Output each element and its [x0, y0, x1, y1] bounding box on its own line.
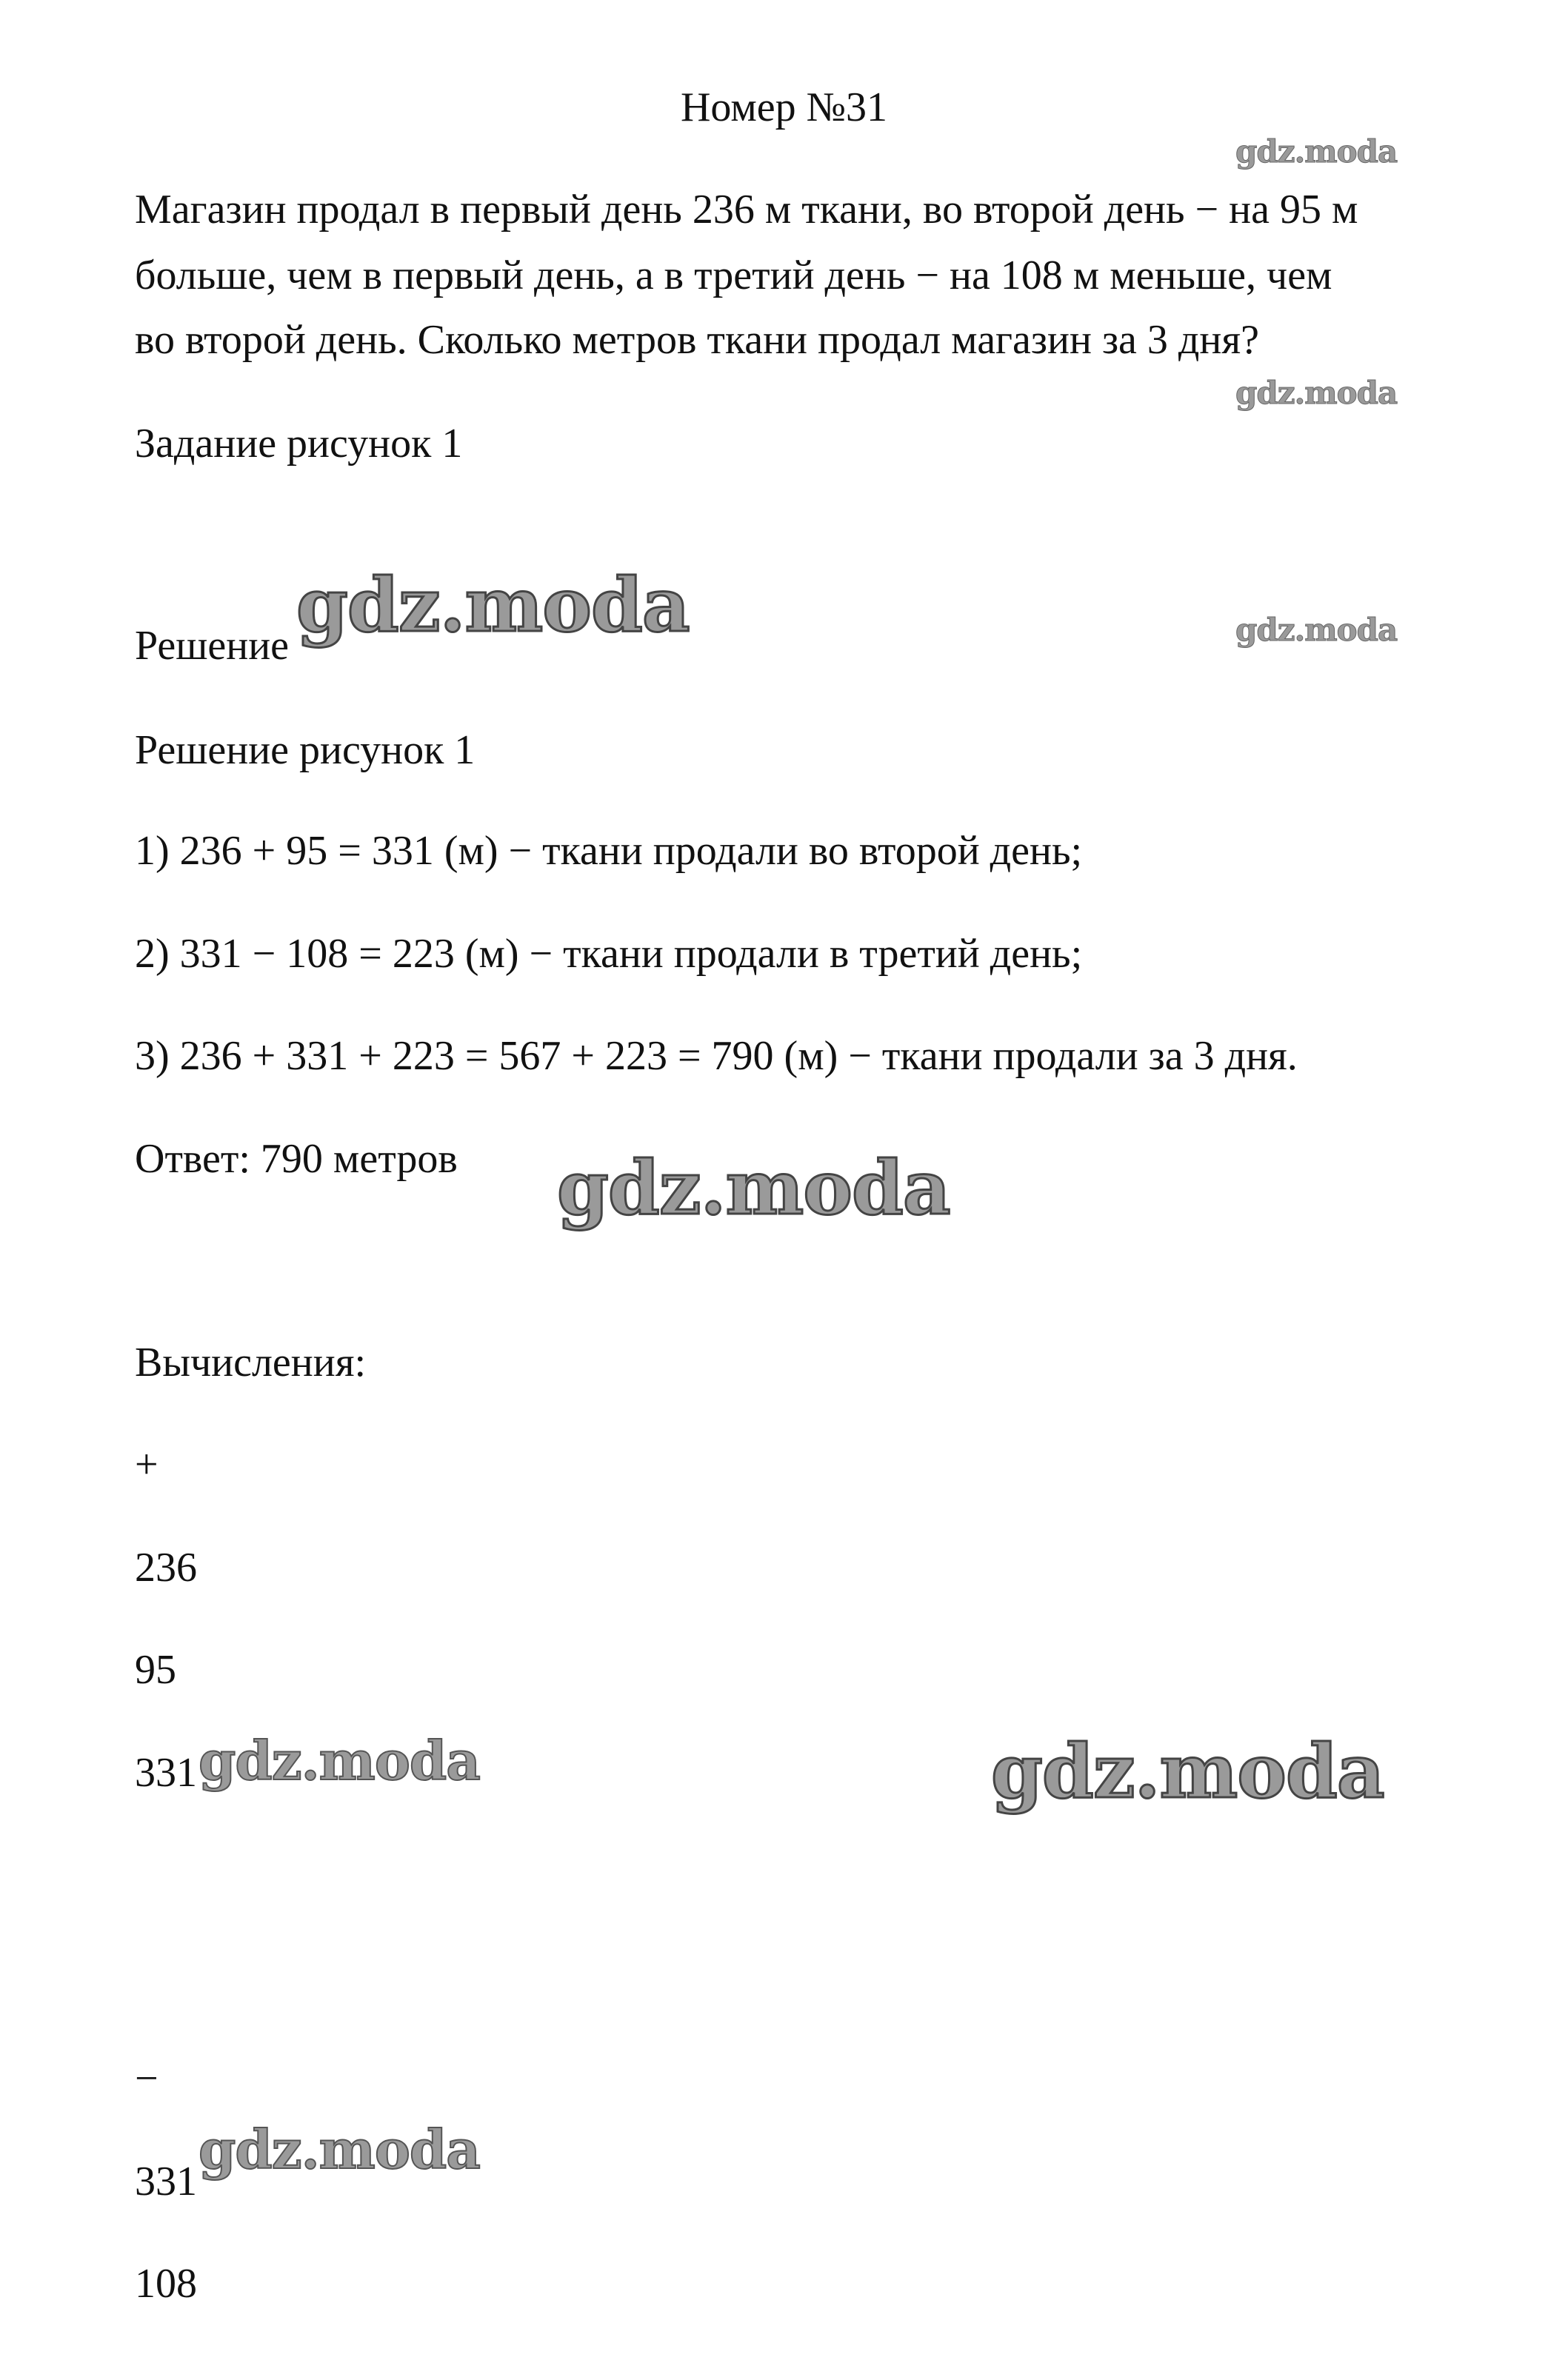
calc-sub-operator: −: [135, 2056, 159, 2102]
problem-line: Магазин продал в первый день 236 м ткани, во второй день − на 95 м: [135, 187, 1358, 233]
problem-line: больше, чем в первый день, а в третий день − на 108 м меньше, чем: [135, 253, 1332, 298]
calc-add-a: 236: [135, 1545, 197, 1591]
solution-step: 2) 331 − 108 = 223 (м) − ткани продали в третий день;: [135, 931, 1083, 977]
page-title: Номер №31: [680, 84, 888, 130]
solution-heading: Решение: [135, 623, 290, 669]
watermark: gdz.moda: [991, 1728, 1384, 1815]
watermark: gdz.moda: [557, 1144, 950, 1231]
answer: Ответ: 790 метров: [135, 1136, 458, 1182]
calc-add-b: 95: [135, 1647, 176, 1693]
solution-step: 1) 236 + 95 = 331 (м) − ткани продали во второй день;: [135, 828, 1083, 874]
task-figure-label: Задание рисунок 1: [135, 421, 463, 467]
watermark: gdz.moda: [1235, 133, 1398, 170]
solution-step: 3) 236 + 331 + 223 = 567 + 223 = 790 (м) − ткани продали за 3 дня.: [135, 1033, 1298, 1079]
watermark: gdz.moda: [198, 1729, 480, 1792]
watermark: gdz.moda: [198, 2118, 480, 2181]
calc-add-operator: +: [135, 1442, 159, 1488]
calc-sub-b: 108: [135, 2261, 197, 2307]
watermark: gdz.moda: [296, 561, 690, 649]
problem-line: во второй день. Сколько метров ткани продал магазин за 3 дня?: [135, 317, 1259, 363]
calc-sub-a: 331: [135, 2159, 197, 2204]
calc-heading: Вычисления:: [135, 1340, 367, 1385]
calc-add-result: 331: [135, 1750, 197, 1796]
watermark: gdz.moda: [1235, 612, 1398, 648]
solution-figure-label: Решение рисунок 1: [135, 727, 476, 773]
watermark: gdz.moda: [1235, 375, 1398, 411]
